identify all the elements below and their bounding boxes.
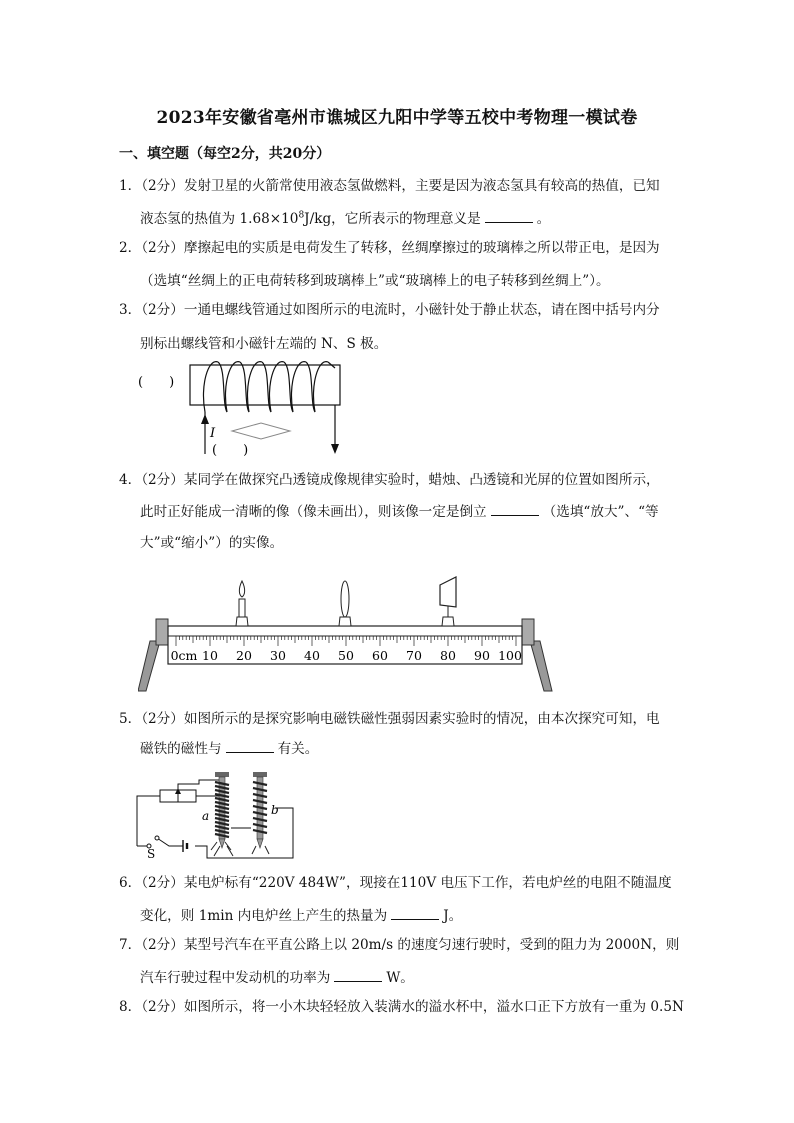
coil-turn [215, 802, 229, 805]
question-1-line-2 [140, 207, 550, 227]
question-5-line-1: 5．（2分）如图所示的是探究影响电磁铁磁性强弱因素实验时的情况，由本次探究可知，电 [119, 711, 660, 727]
coil-turn [253, 782, 267, 785]
coil-turn [253, 806, 267, 809]
bench-end-left [156, 619, 168, 645]
switch-label: S [147, 847, 156, 861]
current-label: I [210, 426, 216, 441]
ruler-label: 10 [202, 648, 218, 663]
needle-bracket[interactable]: ( ) [212, 443, 249, 458]
q4-text-b: （选填“放大”、“等 [542, 504, 659, 520]
coil-turn [215, 806, 229, 809]
solenoid-figure [130, 356, 360, 460]
coil-turn [215, 830, 229, 833]
answer-blank-q4[interactable] [491, 502, 539, 516]
q1-text-end: 。 [536, 211, 551, 227]
coil-turn [215, 822, 229, 825]
coil-turn [253, 788, 267, 791]
electromagnet-b [252, 772, 269, 854]
q6-text-b: J。 [443, 908, 463, 924]
coil-turn [215, 794, 229, 797]
q7-text-b: W。 [386, 970, 414, 986]
ruler-label: 40 [304, 648, 320, 663]
answer-blank-q5[interactable] [226, 739, 274, 753]
coil-turn [215, 818, 229, 821]
ruler-label: 80 [440, 648, 456, 663]
question-2-line-2: （选填“丝绸上的正电荷转移到玻璃棒上”或“玻璃棒上的电子转移到丝绸上”）。 [140, 273, 610, 289]
question-6-line-1: 6．（2分）某电炉标有“220V 484W”，现接在110V 电压下工作，若电炉丝的电阻不随温度 [119, 875, 672, 891]
q5-text-b: 有关。 [277, 741, 319, 757]
bench-end-right [522, 619, 534, 645]
label-b: b [271, 803, 279, 817]
coil-turn [253, 824, 267, 827]
coil-turn [215, 810, 229, 813]
page-title: 2023年安徽省亳州市谯城区九阳中学等五校中考物理一模试卷 [156, 108, 638, 128]
q1-exponent: 8 [298, 210, 305, 221]
solenoid-bracket[interactable]: ( ) [138, 375, 175, 390]
answer-blank-q6[interactable] [391, 906, 439, 920]
ruler-label: 70 [406, 648, 422, 663]
question-8-line-1: 8．（2分）如图所示，将一小木块轻轻放入装满水的溢水杯中，溢水口正下方放有一重为 0.5N [119, 999, 684, 1015]
q1-text-b: J/kg，它所表示的物理意义是 [304, 211, 481, 227]
coil-turn [215, 782, 229, 785]
label-a: a [202, 809, 210, 823]
optical-bench-figure [138, 573, 558, 695]
q7-text-a: 汽车行驶过程中发动机的功率为 [140, 970, 331, 986]
electromagnet-a [211, 772, 233, 856]
q1-text-a: 液态氢的热值为 1.68×10 [140, 211, 299, 227]
coil-turn [253, 830, 267, 833]
compass-needle [232, 423, 290, 439]
ruler-label: 20 [236, 648, 252, 663]
coil-turn [215, 798, 229, 801]
coil-turn [253, 818, 267, 821]
question-4-line-1: 4．（2分）某同学在做探究凸透镜成像规律实验时，蜡烛、凸透镜和光屏的位置如图所示， [119, 472, 660, 488]
coil-turn [215, 814, 229, 817]
current-arrow-down [331, 444, 339, 454]
question-7-line-1: 7．（2分）某型号汽车在平直公路上以 20m/s 的速度匀速行驶时，受到的阻力为 2000N，则 [119, 937, 680, 953]
bench-leg-right [530, 641, 552, 691]
coil-turn [215, 834, 229, 837]
ruler-label: 100 [498, 648, 522, 663]
question-4-line-2 [140, 500, 659, 520]
question-3-line-1: 3．（2分）一通电螺线管通过如图所示的电流时，小磁针处于静止状态，请在图中括号内分 [119, 302, 660, 318]
q6-text-a: 变化，则 1min 内电炉丝上产生的热量为 [140, 908, 388, 924]
question-3-line-2: 别标出螺线管和小磁针左端的 N、S 极。 [140, 336, 388, 352]
q5-text-a: 磁铁的磁性与 [140, 741, 222, 757]
coil-turn [215, 786, 229, 789]
coil-turn [215, 826, 229, 829]
question-2-line-1: 2．（2分）摩擦起电的实质是电荷发生了转移，丝绸摩擦过的玻璃棒之所以带正电，是因为 [119, 240, 660, 256]
coil-turn [253, 812, 267, 815]
light-screen [440, 577, 456, 626]
section-heading: 一、填空题（每空2分，共20分） [119, 146, 331, 162]
ruler-label: 90 [474, 648, 490, 663]
coil-turn [215, 790, 229, 793]
ruler-label: 30 [270, 648, 286, 663]
electromagnet-figure [135, 770, 300, 862]
question-7-line-2 [140, 966, 414, 986]
question-1-line-1: 1．（2分）发射卫星的火箭常使用液态氢做燃料，主要是因为液态氢具有较高的热值，已知 [119, 178, 660, 194]
coil-turn [253, 794, 267, 797]
answer-blank-q1[interactable] [485, 209, 533, 223]
q4-text-a: 此时正好能成一清晰的像（像未画出），则该像一定是倒立 [140, 504, 487, 520]
coil-turn [253, 800, 267, 803]
convex-lens [339, 581, 351, 626]
question-6-line-2 [140, 904, 462, 924]
ruler-label: 0cm [170, 648, 198, 663]
question-4-line-3: 大”或“缩小”）的实像。 [140, 535, 284, 551]
ruler-label: 60 [372, 648, 388, 663]
bench-leg-left [138, 641, 160, 691]
candle [236, 581, 248, 626]
question-5-line-2 [140, 737, 318, 757]
current-arrow-up [201, 414, 209, 424]
ruler-label: 50 [338, 648, 354, 663]
answer-blank-q7[interactable] [334, 968, 382, 982]
